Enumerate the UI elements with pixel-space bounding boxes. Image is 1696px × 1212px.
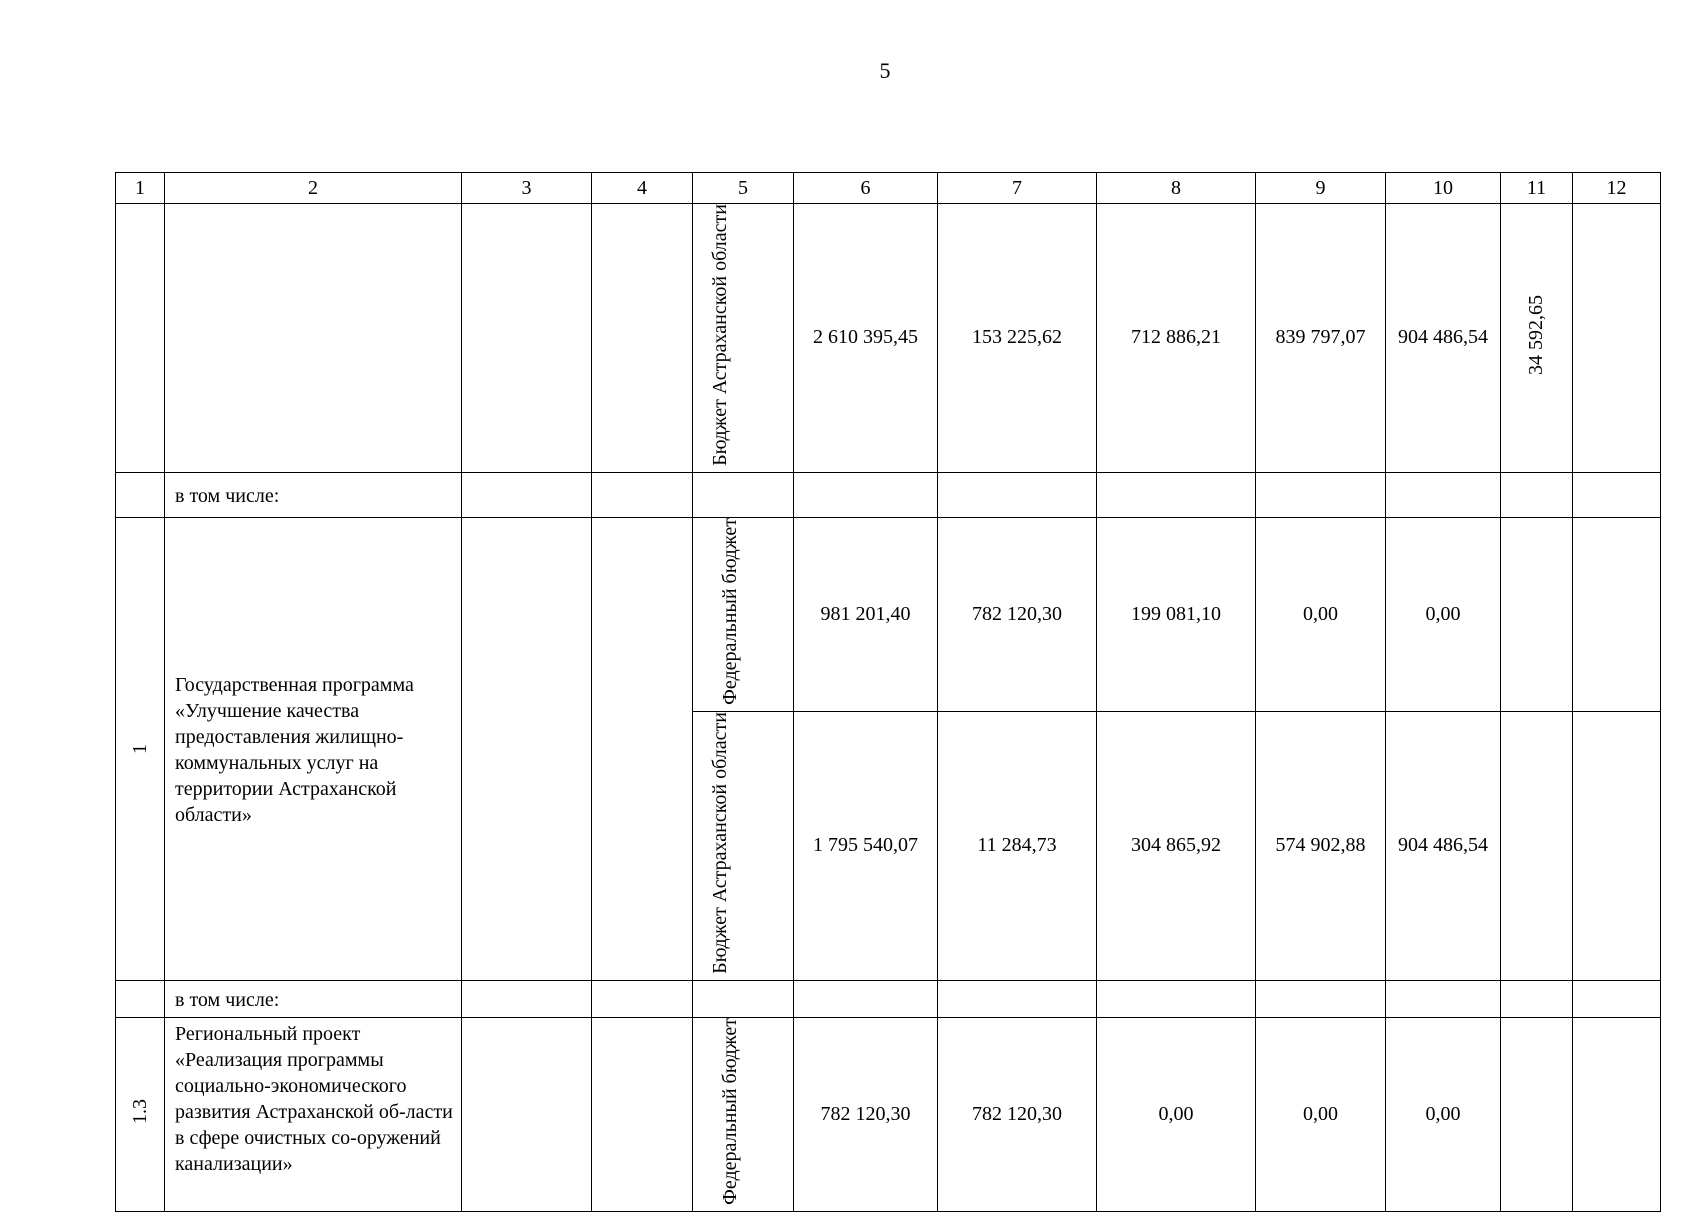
header-cell: 4	[592, 173, 693, 204]
amount-cell: 304 865,92	[1097, 711, 1256, 980]
budget-source: Федеральный бюджет	[719, 517, 741, 705]
table-row	[116, 204, 1661, 473]
amount-cell: 2 610 395,45	[794, 204, 938, 473]
header-cell: 6	[794, 173, 938, 204]
header-cell: 1	[116, 173, 165, 204]
header-cell: 8	[1097, 173, 1256, 204]
header-cell: 3	[462, 173, 592, 204]
program-title: Государственная программа «Улучшение качества предоставления жилищно-коммунальных услуг на территории Астраханской области»	[165, 517, 462, 980]
amount-cell: 782 120,30	[938, 1017, 1097, 1211]
amount-cell: 904 486,54	[1386, 204, 1501, 473]
header-cell: 11	[1501, 173, 1573, 204]
amount-cell: 0,00	[1386, 1017, 1501, 1211]
amount-cell: 0,00	[1097, 1017, 1256, 1211]
table-row	[116, 1017, 1661, 1211]
row-number: 1.3	[128, 1098, 151, 1124]
amount-cell: 11 284,73	[938, 711, 1097, 980]
budget-source: Бюджет Астраханской области	[709, 711, 731, 974]
header-cell: 2	[165, 173, 462, 204]
project-title: Региональный проект «Реализация программы социально-экономического развития Астраханской об-ласти в сфере очистных со-оружений канализации»	[165, 1017, 462, 1211]
amount-cell: 153 225,62	[938, 204, 1097, 473]
amount-cell: 0,00	[1386, 517, 1501, 711]
budget-source: Бюджет Астраханской области	[709, 204, 731, 466]
amount-cell: 782 120,30	[938, 517, 1097, 711]
table-row	[116, 472, 1661, 517]
amount-cell: 574 902,88	[1256, 711, 1386, 980]
table-row	[116, 517, 1661, 711]
row-number: 1	[128, 744, 151, 755]
amount-cell: 981 201,40	[794, 517, 938, 711]
header-cell: 7	[938, 173, 1097, 204]
header-row	[116, 173, 1661, 204]
amount-cell: 712 886,21	[1097, 204, 1256, 473]
budget-source: Федеральный бюджет	[719, 1017, 741, 1205]
header-cell: 9	[1256, 173, 1386, 204]
header-cell: 5	[693, 173, 794, 204]
header-cell: 10	[1386, 173, 1501, 204]
amount-cell: 904 486,54	[1386, 711, 1501, 980]
amount-cell: 1 795 540,07	[794, 711, 938, 980]
amount-cell: 839 797,07	[1256, 204, 1386, 473]
subtotal-label: в том числе:	[165, 980, 462, 1017]
amount-cell: 782 120,30	[794, 1017, 938, 1211]
amount-cell: 0,00	[1256, 1017, 1386, 1211]
table-row	[116, 980, 1661, 1017]
header-cell: 12	[1573, 173, 1661, 204]
budget-table	[115, 172, 1661, 1212]
amount-cell: 0,00	[1256, 517, 1386, 711]
amount-cell: 34 592,65	[1525, 294, 1547, 375]
page-number: 5	[879, 58, 891, 83]
subtotal-label: в том числе:	[165, 472, 462, 517]
amount-cell: 199 081,10	[1097, 517, 1256, 711]
